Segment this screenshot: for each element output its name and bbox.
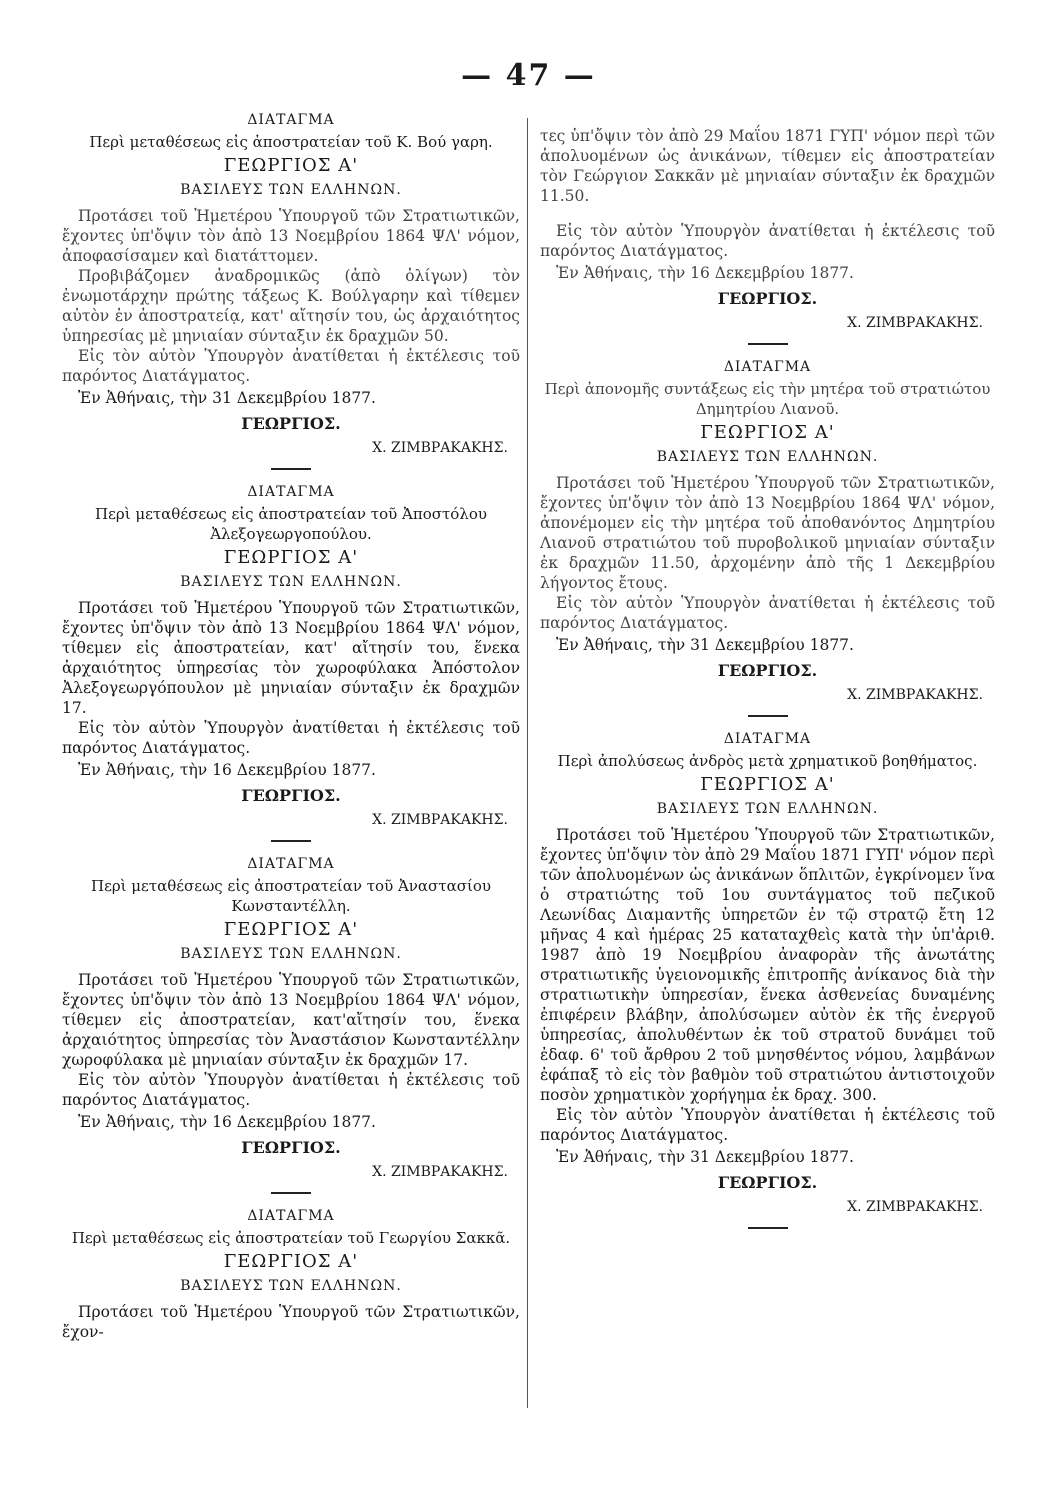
king-title: ΒΑΣΙΛΕΥΣ ΤΩΝ ΕΛΛΗΝΩΝ. (180, 574, 402, 590)
continued-paragraph: τες ὑπ'ὄψιν τὸν ἀπὸ 29 Μαΐου 1871 ΓΥΠ' νόμον περὶ τῶν ἀπολυομένων ὡς ἀνικάνων, τίθεμεν εἰς ἀποστρατείαν τὸν Γεώργιον Σακκᾶν μὲ μηνιαίαν σύνταξιν ἐκ δραχμῶν 11.50. (540, 126, 995, 205)
decree-paragraph: Εἰς τὸν αὐτὸν Ὑπουργὸν ἀνατίθεται ἡ ἐκτέλεσις τοῦ παρόντος Διατάγματος. (62, 1071, 520, 1109)
decree-diamantis (540, 729, 995, 1229)
decree-paragraph: Προτάσει τοῦ Ἡμετέρου Ὑπουργοῦ τῶν Στρατιωτικῶν, ἔχοντες ὑπ'ὄψιν τὸν ἀπὸ 29 Μαΐου 1871 ΓΥΠ' νόμον περὶ τῶν ἀπολυομένων ὡς ἀνικάνων ὅπλιτῶν, ἐγκρίνομεν ἵνα ὁ στρατιώτης τοῦ 1ου συντάγματος τοῦ πεζικοῦ Λεωνίδας Διαμαντῆς ὑπηρετῶν ἐν τῷ στρατῷ ἔτη 12 μῆνας 4 καὶ ἡμέρας 25 καταταχθεὶς κατὰ τὴν ὑπ'ἀριθ. 1987 ἀπὸ 19 Νοεμβρίου ἀναφορὰν τῆς ἀνωτάτης στρατιωτικῆς ὑγειονομικῆς ἐπιτροπῆς ἀνίκανος διὰ τὴν στρατιωτικὴν ὑπηρεσίαν, ἕνεκα ἀσθενείας δυναμένης ἐπιφέρειν βλάβην, ἀπολύσωμεν αὐτὸν ἐκ τῆς ἐνεργοῦ ὑπηρεσίας, ἀπολυθέντων ἐκ τοῦ στρατοῦ δυνάμει τοῦ ἐδαφ. 6' τοῦ ἄρθρου 2 τοῦ μνησθέντος νόμου, λαμβάνων ἐφάπαξ τὸ εἰς τὸν βαθμὸν τοῦ στρατιώτου ἀντιστοιχοῦν ποσὸν χρηματικὸν χορήγημα ἐκ δραχ. 300. (540, 826, 995, 1104)
decree-title: ΔΙΑΤΑΓΜΑ (723, 359, 812, 375)
place-date: Ἐν Ἀθήναις, τὴν 16 Δεκεμβρίου 1877. (78, 1113, 376, 1131)
minister-signature: Χ. ΖΙΜΒΡΑΚΑΚΗΣ. (372, 440, 508, 456)
decree-paragraph: Εἰς τὸν αὐτὸν Ὑπουργὸν ἀνατίθεται ἡ ἐκτέλεσις τοῦ παρόντος Διατάγματος. (540, 594, 995, 632)
decree-subject: Περὶ ἀπονομῆς συντάξεως εἰς τὴν μητέρα τοῦ στρατιώτου Δημητρίου Λιανοῦ. (544, 380, 991, 418)
king-name: ΓΕΩΡΓΙΟΣ Α' (223, 1251, 359, 1272)
king-name: ΓΕΩΡΓΙΟΣ Α' (223, 155, 359, 176)
decree-title: ΔΙΑΤΑΓΜΑ (247, 112, 335, 128)
separator-rule (748, 343, 788, 345)
king-signature: ΓΕΩΡΓΙΟΣ. (717, 661, 818, 680)
decree-title: ΔΙΑΤΑΓΜΑ (247, 856, 335, 872)
page-number: — 47 — (461, 58, 596, 93)
column-divider (527, 118, 528, 1408)
decree-lianos (540, 357, 995, 717)
king-signature: ΓΕΩΡΓΙΟΣ. (717, 1173, 818, 1192)
separator-rule (271, 1192, 311, 1194)
decree-sakkas (62, 1206, 520, 1342)
decree-alexogeorgopoulos (62, 482, 520, 842)
decree-paragraph: Εἰς τὸν αὐτὸν Ὑπουργὸν ἀνατίθεται ἡ ἐκτέλεσις τοῦ παρόντος Διατάγματος. (62, 719, 520, 757)
decree-subject: Περὶ μεταθέσεως εἰς ἀποστρατείαν τοῦ Κ. Βού γαρη. (89, 133, 493, 151)
king-title: ΒΑΣΙΛΕΥΣ ΤΩΝ ΕΛΛΗΝΩΝ. (180, 1278, 402, 1294)
king-name: ΓΕΩΡΓΙΟΣ Α' (223, 919, 359, 940)
king-signature: ΓΕΩΡΓΙΟΣ. (241, 786, 341, 805)
king-name: ΓΕΩΡΓΙΟΣ Α' (223, 547, 359, 568)
place-date: Ἐν Ἀθήναις, τὴν 16 Δεκεμβρίου 1877. (556, 264, 854, 282)
king-title: ΒΑΣΙΛΕΥΣ ΤΩΝ ΕΛΛΗΝΩΝ. (656, 801, 879, 817)
place-date: Ἐν Ἀθήναις, τὴν 16 Δεκεμβρίου 1877. (78, 761, 376, 779)
king-signature: ΓΕΩΡΓΙΟΣ. (241, 414, 341, 433)
decree-subject: Περὶ μεταθέσεως εἰς ἀποστρατείαν τοῦ Ἀναστασίου Κωνσταντέλλη. (90, 877, 491, 915)
king-title: ΒΑΣΙΛΕΥΣ ΤΩΝ ΕΛΛΗΝΩΝ. (180, 946, 402, 962)
separator-rule (748, 1227, 788, 1229)
decree-title: ΔΙΑΤΑΓΜΑ (723, 731, 812, 747)
minister-signature: Χ. ΖΙΜΒΡΑΚΑΚΗΣ. (847, 1199, 983, 1215)
separator-rule (271, 468, 311, 470)
decree-sakkas-continuation (540, 126, 995, 346)
decree-paragraph: Εἰς τὸν αὐτὸν Ὑπουργὸν ἀνατίθεται ἡ ἐκτέλεσις τοῦ παρόντος Διατάγματος. (540, 1106, 995, 1144)
decree-paragraph: Προβιβάζομεν ἀναδρομικῶς (ἀπὸ ὀλίγων) τὸν ἐνωμοτάρχην πρώτης τάξεως Κ. Βούλγαρην καὶ τίθεμεν αὐτὸν ἐν ἀποστρατείᾳ, κατ' αἴτησίν του, ὡς ἀρχαιότητος ὑπηρεσίας μὲ μηνιαίαν σύνταξιν ἐκ δραχμῶν 50. (62, 267, 520, 345)
place-date: Ἐν Ἀθήναις, τὴν 31 Δεκεμβρίου 1877. (556, 636, 854, 654)
decree-paragraph: Εἰς τὸν αὐτὸν Ὑπουργὸν ἀνατίθεται ἡ ἐκτέλεσις τοῦ παρόντος Διατάγματος. (62, 347, 520, 385)
king-name: ΓΕΩΡΓΙΟΣ Α' (700, 422, 835, 443)
place-date: Ἐν Ἀθήναις, τὴν 31 Δεκεμβρίου 1877. (78, 389, 376, 407)
decree-paragraph: Προτάσει τοῦ Ἡμετέρου Ὑπουργοῦ τῶν Στρατιωτικῶν, ἔχοντες ὑπ'ὄψιν τὸν ἀπὸ 13 Νοεμβρίου 1864 ΨΛ' νόμον, ἀποφασίσαμεν καὶ διατάττομεν. (62, 207, 520, 265)
king-title: ΒΑΣΙΛΕΥΣ ΤΩΝ ΕΛΛΗΝΩΝ. (656, 449, 879, 465)
decree-paragraph: Προτάσει τοῦ Ἡμετέρου Ὑπουργοῦ τῶν Στρατιωτικῶν, ἔχον- (62, 1303, 520, 1341)
decree-paragraph: Εἰς τὸν αὐτὸν Ὑπουργὸν ἀνατίθεται ἡ ἐκτέλεσις τοῦ παρόντος Διατάγματος. (540, 222, 995, 260)
decree-bulgaris (62, 110, 520, 470)
decree-paragraph: Προτάσει τοῦ Ἡμετέρου Ὑπουργοῦ τῶν Στρατιωτικῶν, ἔχοντες ὑπ'ὄψιν τὸν ἀπὸ 13 Νοεμβρίου 1864 ΨΛ' νόμον, τίθεμεν εἰς ἀποστρατείαν, κατ'αἴτησίν του, ἕνεκα ἀρχαιότητος ὑπηρεσίας τὸν Ἀναστάσιον Κωνσταντέλλην χωροφύλακα μὲ μηνιαίαν σύνταξιν ἐκ δραχμῶν 17. (62, 971, 520, 1069)
minister-signature: Χ. ΖΙΜΒΡΑΚΑΚΗΣ. (847, 315, 983, 331)
place-date: Ἐν Ἀθήναις, τὴν 31 Δεκεμβρίου 1877. (556, 1148, 854, 1166)
king-title: ΒΑΣΙΛΕΥΣ ΤΩΝ ΕΛΛΗΝΩΝ. (180, 182, 402, 198)
right-column (540, 110, 995, 1241)
decree-paragraph: Προτάσει τοῦ Ἡμετέρου Ὑπουργοῦ τῶν Στρατιωτικῶν, ἔχοντες ὑπ'ὄψιν τὸν ἀπὸ 13 Νοεμβρίου 1864 ΨΛ' νόμον, τίθεμεν εἰς ἀποστρατείαν, κατ' αἴτησίν του, ἕνεκα ἀρχαιότητος ὑπηρεσίας τὸν χωροφύλακα Ἀπόστολον Ἀλεξογεωργόπουλον μὲ μηνιαίαν σύνταξιν ἐκ δραχμῶν 17. (62, 599, 520, 717)
decree-subject: Περὶ μεταθέσεως εἰς ἀποστρατείαν τοῦ Γεωργίου Σακκᾶ. (71, 1229, 511, 1247)
decree-subject: Περὶ ἀπολύσεως ἀνδρὸς μετὰ χρηματικοῦ βοηθήματος. (557, 752, 978, 770)
minister-signature: Χ. ΖΙΜΒΡΑΚΑΚΗΣ. (372, 812, 508, 828)
king-name: ΓΕΩΡΓΙΟΣ Α' (700, 774, 835, 795)
separator-rule (271, 840, 311, 842)
decree-title: ΔΙΑΤΑΓΜΑ (247, 1208, 335, 1224)
decree-paragraph: Προτάσει τοῦ Ἡμετέρου Ὑπουργοῦ τῶν Στρατιωτικῶν, ἔχοντες ὑπ'ὄψιν τὸν ἀπὸ 13 Νοεμβρίου 1864 ΨΛ' νόμον, ἀπονέμομεν εἰς τὴν μητέρα τοῦ ἀποθανόντος Δημητρίου Λιανοῦ στρατιώτου τοῦ πυροβολικοῦ μηνιαίαν σύνταξιν ἐκ δραχμῶν 11.50, ἀρχομένην ἀπὸ τῆς 1 Δεκεμβρίου λήγοντος ἔτους. (540, 474, 995, 592)
king-signature: ΓΕΩΡΓΙΟΣ. (241, 1138, 341, 1157)
decree-title: ΔΙΑΤΑΓΜΑ (247, 484, 335, 500)
decree-subject: Περὶ μεταθέσεως εἰς ἀποστρατείαν τοῦ Ἀποστόλου Ἀλεξογεωργοπούλου. (95, 505, 487, 543)
decree-konstantellis (62, 854, 520, 1194)
king-signature: ΓΕΩΡΓΙΟΣ. (717, 289, 818, 308)
separator-rule (748, 715, 788, 717)
minister-signature: Χ. ΖΙΜΒΡΑΚΑΚΗΣ. (847, 687, 983, 703)
left-column (62, 110, 520, 1348)
minister-signature: Χ. ΖΙΜΒΡΑΚΑΚΗΣ. (372, 1164, 508, 1180)
